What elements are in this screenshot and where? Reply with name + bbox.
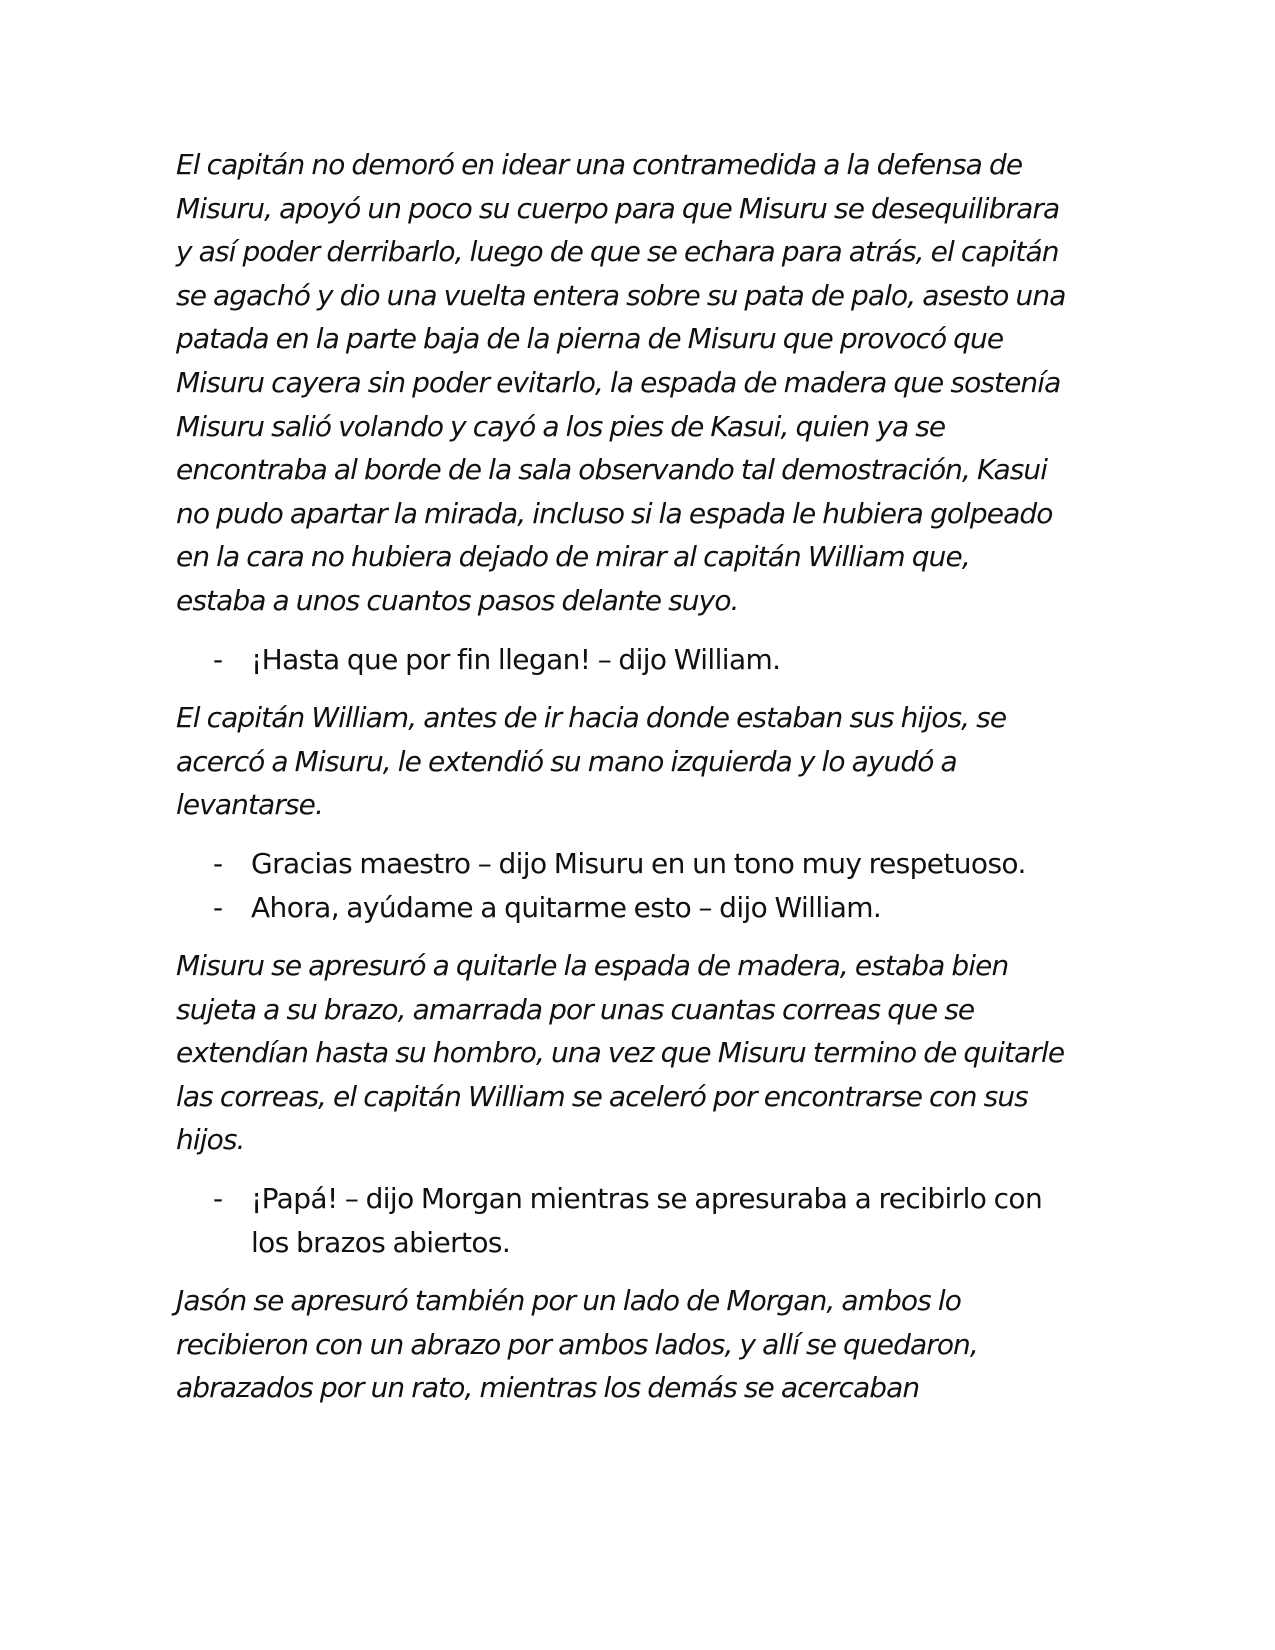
text-line: Misuru, apoyó un poco su cuerpo para que Misuru se desequilibrara [176, 191, 1060, 225]
dialogue-bullet: - [213, 890, 223, 924]
dialogue-item [176, 886, 1096, 930]
text-line: patada en la parte baja de la pierna de Misuru que provocó que [176, 322, 1004, 356]
narration-paragraph-2 [176, 696, 1096, 827]
dialogue-item [176, 842, 1096, 886]
text-line: sujeta a su brazo, amarrada por unas cuantas correas que se [176, 992, 975, 1026]
narration-paragraph-4 [176, 1279, 1096, 1410]
text-line: Misuru se apresuró a quitarle la espada de madera, estaba bien [176, 949, 1009, 983]
narration-paragraph-1 [176, 143, 1096, 623]
text-line: estaba a unos cuantos pasos delante suyo. [176, 583, 739, 617]
text-line: se agachó y dio una vuelta entera sobre su pata de palo, asesto una [176, 278, 1066, 312]
text-line: El capitán William, antes de ir hacia donde estaban sus hijos, se [176, 701, 1007, 735]
dialogue-line: Ahora, ayúdame a quitarme esto – dijo William. [251, 890, 882, 924]
document-body [176, 143, 1096, 1425]
text-line: y así poder derribarlo, luego de que se echara para atrás, el capitán [176, 235, 1059, 269]
text-line: levantarse. [176, 788, 323, 822]
text-line: abrazados por un rato, mientras los demás se acercaban [176, 1371, 920, 1405]
narration-paragraph-3 [176, 944, 1096, 1162]
text-line: extendían hasta su hombro, una vez que Misuru termino de quitarle [176, 1036, 1065, 1070]
dialogue-item [176, 1177, 1096, 1264]
dialogue-item [176, 638, 1096, 682]
dialogue-list-2 [176, 842, 1096, 929]
text-line: El capitán no demoró en idear una contramedida a la defensa de [176, 148, 1023, 181]
dialogue-line: ¡Papá! – dijo Morgan mientras se apresuraba a recibirlo con [251, 1182, 1043, 1216]
dialogue-list-3 [176, 1177, 1096, 1264]
dialogue-line: los brazos abiertos. [251, 1225, 511, 1259]
dialogue-bullet: - [213, 1182, 223, 1216]
dialogue-list-1 [176, 638, 1096, 682]
text-line: Misuru cayera sin poder evitarlo, la espada de madera que sostenía [176, 365, 1061, 399]
text-line: las correas, el capitán William se aceleró por encontrarse con sus [176, 1079, 1028, 1113]
dialogue-line: ¡Hasta que por fin llegan! – dijo William. [251, 642, 781, 676]
dialogue-line: Gracias maestro – dijo Misuru en un tono muy respetuoso. [251, 846, 1026, 880]
text-line: en la cara no hubiera dejado de mirar al capitán William que, [176, 540, 970, 574]
text-line: recibieron con un abrazo por ambos lados, y allí se quedaron, [176, 1327, 978, 1361]
dialogue-bullet: - [213, 846, 223, 880]
text-line: no pudo apartar la mirada, incluso si la espada le hubiera golpeado [176, 496, 1053, 530]
text-line: Jasón se apresuró también por un lado de Morgan, ambos lo [176, 1284, 961, 1318]
text-line: acercó a Misuru, le extendió su mano izquierda y lo ayudó a [176, 744, 957, 778]
dialogue-bullet: - [213, 642, 223, 676]
text-line: hijos. [176, 1123, 245, 1157]
text-line: Misuru salió volando y cayó a los pies de Kasui, quien ya se [176, 409, 946, 443]
text-line: encontraba al borde de la sala observando tal demostración, Kasui [176, 453, 1048, 487]
